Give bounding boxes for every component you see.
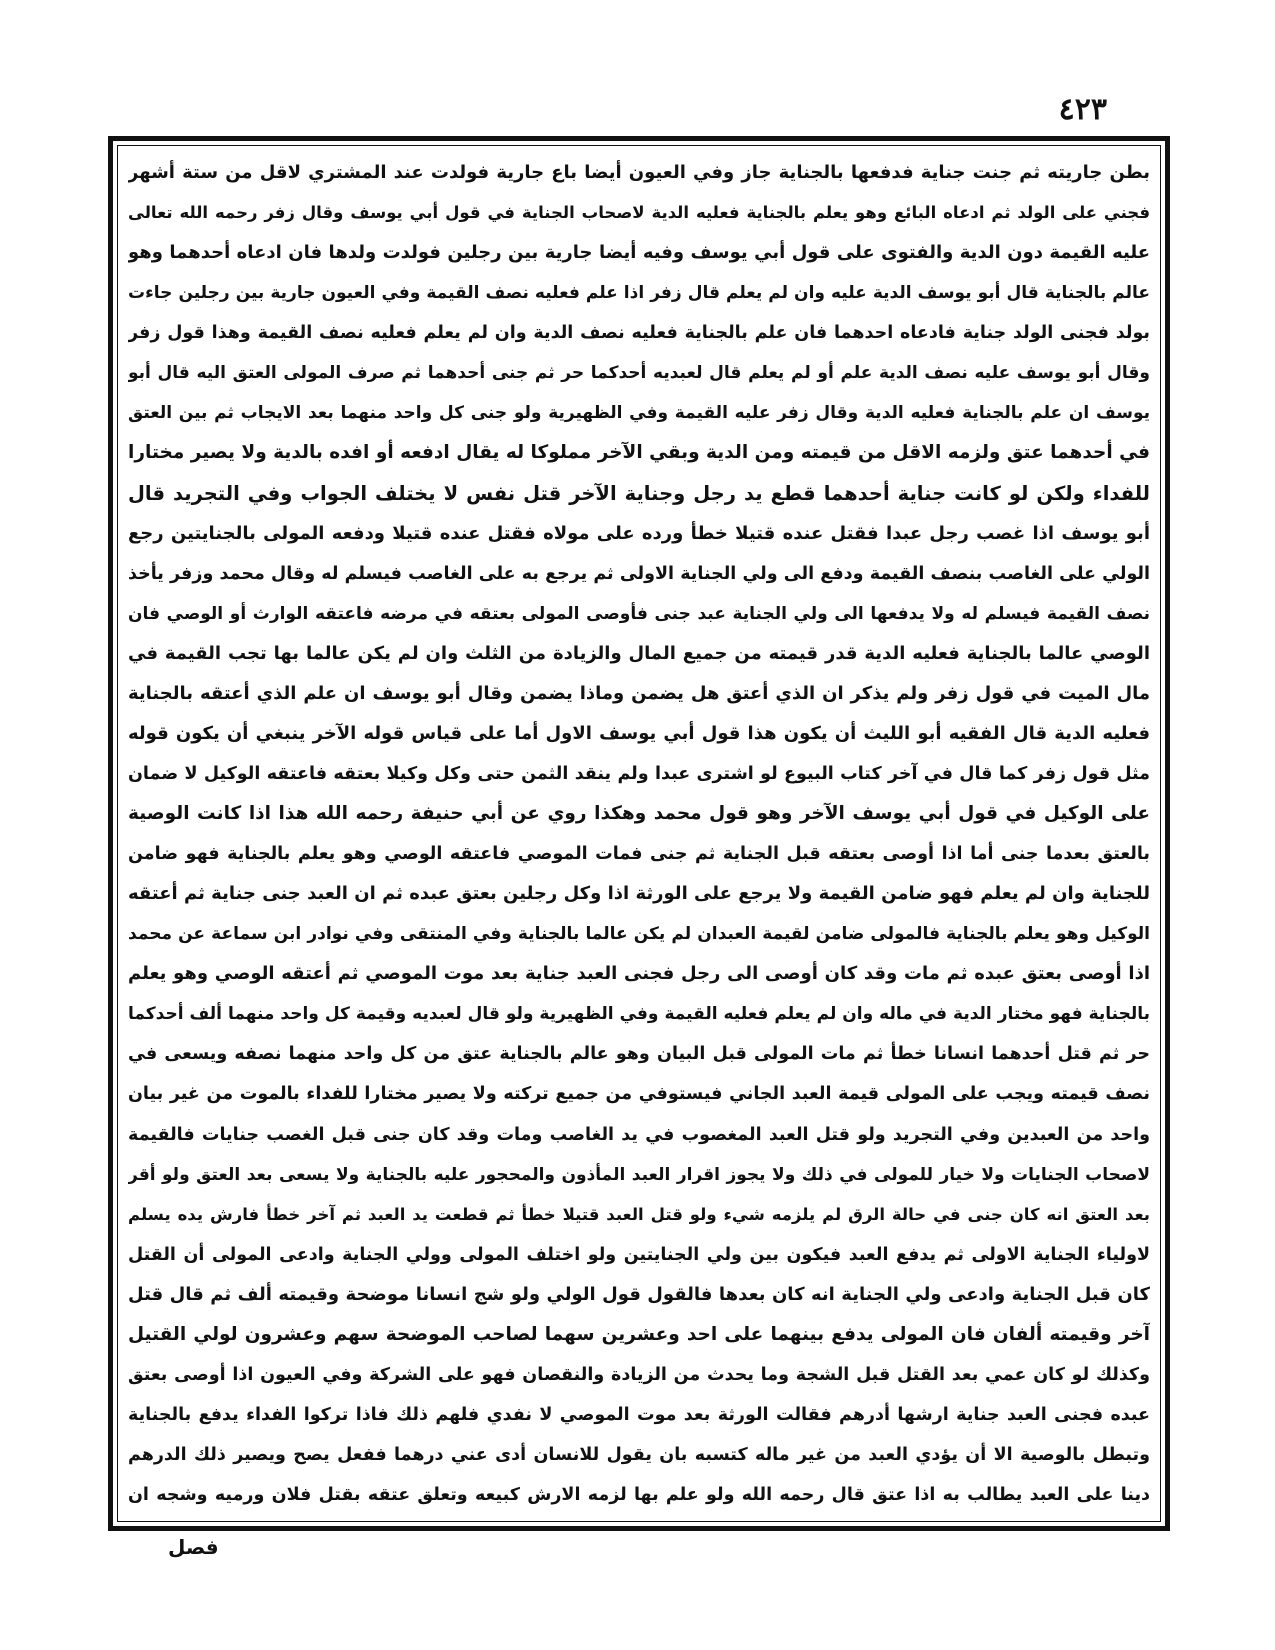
text-line: حر ثم قتل أحدهما انسانا خطأ ثم مات المولى قبل البيان وهو عالم بالجناية عتق من كل واحد منهما نصفه ويسعى في [128, 1044, 1150, 1065]
text-line: الولي على الغاصب بنصف القيمة ودفع الى ولي الجناية الاولى ثم يرجع به على الغاصب فيسلم له وقال محمد وزفر يأخذ [128, 563, 1150, 584]
text-line: للفداء ولكن لو كانت جناية أحدهما قطع يد رجل وجناية الآخر قتل نفس لا يختلف الجواب وفي التجريد قال [128, 481, 1150, 505]
text-frame [108, 136, 1170, 1531]
text-line: فعليه الدية قال الفقيه أبو الليث أن يكون هذا قول أبي يوسف الاول أما على قياس قوله الآخر ينبغي أن يكون قوله [128, 722, 1150, 744]
text-line: آخر وقيمته ألفان فان المولى يدفع بينهما على احد وعشرين سهما لصاحب الموضحة سهم وعشرون لولي القتيل [128, 1323, 1150, 1345]
text-line: بطن جاريته ثم جنت جناية فدفعها بالجناية جاز وفي العيون أيضا باع جارية فولدت عند المشتري لاقل من ستة أشهر [128, 162, 1150, 183]
text-line: وقال أبو يوسف عليه نصف الدية علم أو لم يعلم قال لعبديه أحدكما حر ثم جنى أحدهما ثم صرف المولى العتق اليه قال أبو [128, 363, 1150, 384]
catchword: فصل [168, 1535, 219, 1559]
text-line: نصف القيمة فيسلم له ولا يدفعها الى ولي الجناية عبد جنى فأوصى المولى بعتقه في مرضه فاعتقه الوارث أو الوصي فان [128, 603, 1150, 624]
inner-border [117, 145, 1161, 1522]
text-line: أبو يوسف اذا غصب رجل عبدا فقتل عنده قتيلا خطأ ورده على مولاه فقتل عنده قتيلا ودفعه المولى بالجنايتين رجع [128, 522, 1150, 544]
text-line: عليه القيمة دون الدية والفتوى على قول أبي يوسف وفيه أيضا جارية بين رجلين فولدت ولدها فان ادعاه أحدهما وهو [128, 242, 1150, 264]
text-line: نصف قيمته ويجب على المولى قيمة العبد الجاني فيستوفي من جميع تركته ولا يصير مختارا للفداء بالموت من غير بيان [128, 1084, 1150, 1105]
text-line: بعد العتق انه كان جنى في حالة الرق لم يلزمه شيء ولو قتل العبد قتيلا خطأ ثم قطعت يد العبد ثم آخر خطأ فارش يده يسلم [128, 1204, 1150, 1224]
text-line: لاولياء الجناية الاولى ثم يدفع العبد فيكون بين ولي الجنايتين ولو اختلف المولى وولي الجناية وادعى المولى أن القتل [128, 1244, 1150, 1265]
text-line: واحد من العبدين وفي التجريد ولو قتل العبد المغصوب في يد الغاصب ومات وقد كان جنى قبل الغصب جنايات فالقيمة [128, 1124, 1150, 1145]
text-line: الوصي عالما بالجناية فعليه الدية قدر قيمته من جميع المال والزيادة من الثلث وان لم يكن عالما بها تجب القيمة في [128, 642, 1150, 664]
text-line: بالعتق بعدما جنى أما اذا أوصى بعتقه قبل الجناية ثم جنى فمات الموصي فاعتقه الوصي وهو يعلم بالجناية فهو ضامن [128, 844, 1150, 865]
text-line: في أحدهما عتق ولزمه الاقل من قيمته ومن الدية وبقي الآخر مملوكا له يقال ادفعه أو افده بالدية ولا يصير مختارا [128, 442, 1150, 464]
text-line: يوسف ان علم بالجناية فعليه الدية وقال زفر عليه القيمة وفي الظهيرية ولو جنى كل واحد منهما بعد الايجاب ثم بين العتق [128, 403, 1150, 424]
text-block [128, 154, 1150, 1515]
text-line: بالجناية فهو مختار الدية في ماله وان لم يعلم فعليه القيمة وفي الظهيرية ولو قال لعبديه وقيمة كل واحد منهما ألف أحدكما [128, 1004, 1150, 1025]
text-line: كان قبل الجناية وادعى ولي الجناية انه كان بعدها فالقول قول الولي ولو شج انسانا موضحة وقيمته ألف ثم قال قتل [128, 1283, 1150, 1305]
text-line: الوكيل وهو يعلم بالجناية فالمولى ضامن لقيمة العبدان لم يكن عالما بالجناية وفي المنتقى وفي نوادر ابن سماعة عن محمد [128, 924, 1150, 945]
text-line: للجناية وان لم يعلم فهو ضامن القيمة ولا يرجع على الورثة اذا وكل رجلين بعتق عبده ثم ان العبد جنى جناية ثم أعتقه [128, 883, 1150, 905]
page-number: ٤٢٣ [1058, 92, 1107, 127]
text-line: بولد فجنى الولد جناية فادعاه احدهما فان علم بالجناية فعليه نصف الدية وان لم يعلم فعليه نصف القيمة وهذا قول زفر [128, 323, 1150, 344]
text-line: اذا أوصى بعتق عبده ثم مات وقد كان أوصى الى رجل فجنى العبد جناية بعد موت الموصي ثم أعتقه الوصي وهو يعلم [128, 963, 1150, 985]
text-line: عالم بالجناية قال أبو يوسف الدية عليه وان لم يعلم قال زفر اذا علم فعليه نصف القيمة وفي العيون جارية بين رجلين جاءت [128, 283, 1150, 304]
text-line: عبده فجنى العبد جناية ارشها أدرهم فقالت الورثة بعد موت الموصي لا نفدي فلهم ذلك فاذا تركوا الفداء يدفع بالجناية [128, 1404, 1150, 1425]
text-line: مثل قول زفر كما قال في آخر كتاب البيوع لو اشترى عبدا ولم ينقد الثمن حتى وكل وكيلا بعتقه فاعتقه الوكيل لا ضمان [128, 763, 1150, 784]
text-line: مال الميت في قول زفر ولم يذكر ان الذي أعتق هل يضمن وماذا يضمن وقال أبو يوسف ان علم الذي أعتقه بالجناية [128, 682, 1150, 704]
text-line: وتبطل بالوصية الا أن يؤدي العبد من غير ماله كتسبه بان يقول للانسان أدى عني درهما ففعل يصح ويصير ذلك الدرهم [128, 1445, 1150, 1465]
text-line: فجني على الولد ثم ادعاه البائع وهو يعلم بالجناية فعليه الدية لاصحاب الجناية في قول أبي يوسف وقال زفر رحمه الله تعالى [128, 203, 1150, 223]
text-line: لاصحاب الجنايات ولا خيار للمولى في ذلك ولا يجوز اقرار العبد المأذون والمحجور عليه بالجناية ولا يسعى بعد العتق ولو أقر [128, 1164, 1150, 1185]
text-line: دينا على العبد يطالب به اذا عتق قال رحمه الله ولو علم بها لزمه الارش كبيعه وتعلق عتقه بقتل فلان ورميه وشجه ان [128, 1485, 1150, 1506]
text-line: على الوكيل في قول أبي يوسف الآخر وهو قول محمد وهكذا روي عن أبي حنيفة رحمه الله هذا اذا كانت الوصية [128, 803, 1150, 824]
text-line: وكذلك لو كان عمي بعد القتل قبل الشجة وما يحدث من الزيادة والنقصان فهو على الشركة وفي العيون اذا أوصى بعتق [128, 1364, 1150, 1385]
